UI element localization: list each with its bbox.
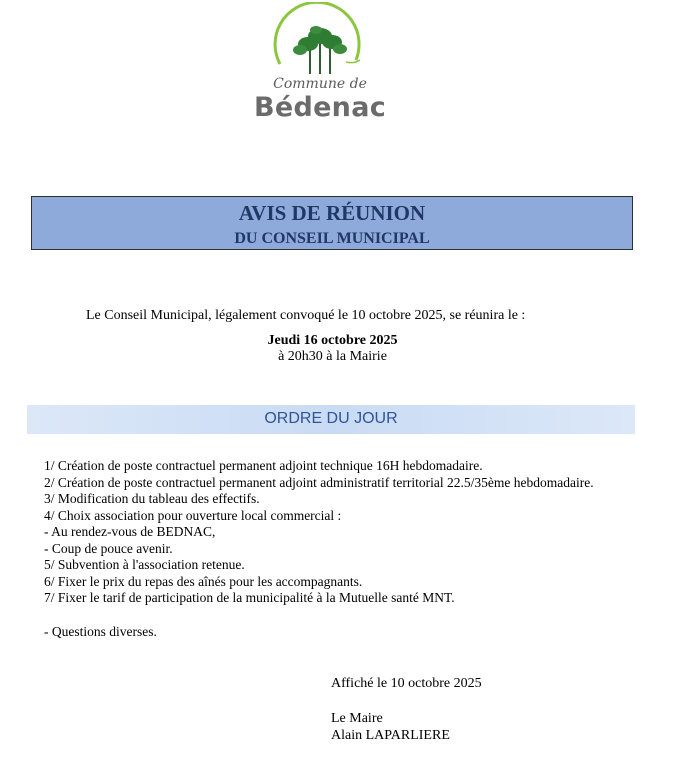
agenda-item: 2/ Création de poste contractuel permanent adjoint administratif territorial 22.5/35ème hebdomadaire. xyxy=(44,474,594,490)
agenda-item: 3/ Modification du tableau des effectifs. xyxy=(44,491,260,506)
agenda-item: - Au rendez-vous de BEDNAC, xyxy=(44,524,216,539)
agenda-item: - Coup de pouce avenir. xyxy=(44,540,173,556)
agenda-list xyxy=(44,458,594,607)
agenda-heading: ORDRE DU JOUR xyxy=(264,410,398,427)
agenda-item: 1/ Création de poste contractuel permanent adjoint technique 16H hebdomadaire. xyxy=(44,458,483,473)
agenda-item: 6/ Fixer le prix du repas des aînés pour les accompagnants. xyxy=(44,573,363,589)
title-box xyxy=(31,196,633,250)
agenda-item: 7/ Fixer le tarif de participation de la municipalité à la Mutuelle santé MNT. xyxy=(44,590,455,605)
commune-logo xyxy=(250,2,390,128)
page-title: AVIS DE RÉUNION xyxy=(238,201,426,225)
intro-text: Le Conseil Municipal, légalement convoqué le 10 octobre 2025, se réunira le : xyxy=(86,308,526,323)
posted-date: Affiché le 10 octobre 2025 xyxy=(331,676,482,691)
mayor-title: Le Maire xyxy=(331,711,383,726)
logo-commune-label: Commune de xyxy=(273,76,367,92)
agenda-item: 4/ Choix association pour ouverture local commercial : xyxy=(44,507,342,523)
meeting-date: Jeudi 16 octobre 2025 xyxy=(267,333,398,348)
page-subtitle: DU CONSEIL MUNICIPAL xyxy=(234,230,430,247)
agenda-questions: - Questions diverses. xyxy=(44,624,157,639)
agenda-heading-band xyxy=(27,405,635,434)
mayor-name: Alain LAPARLIERE xyxy=(331,728,450,743)
logo-commune-name: Bédenac xyxy=(253,92,387,123)
agenda-item: 5/ Subvention à l'association retenue. xyxy=(44,557,245,572)
meeting-time-place: à 20h30 à la Mairie xyxy=(278,349,387,364)
